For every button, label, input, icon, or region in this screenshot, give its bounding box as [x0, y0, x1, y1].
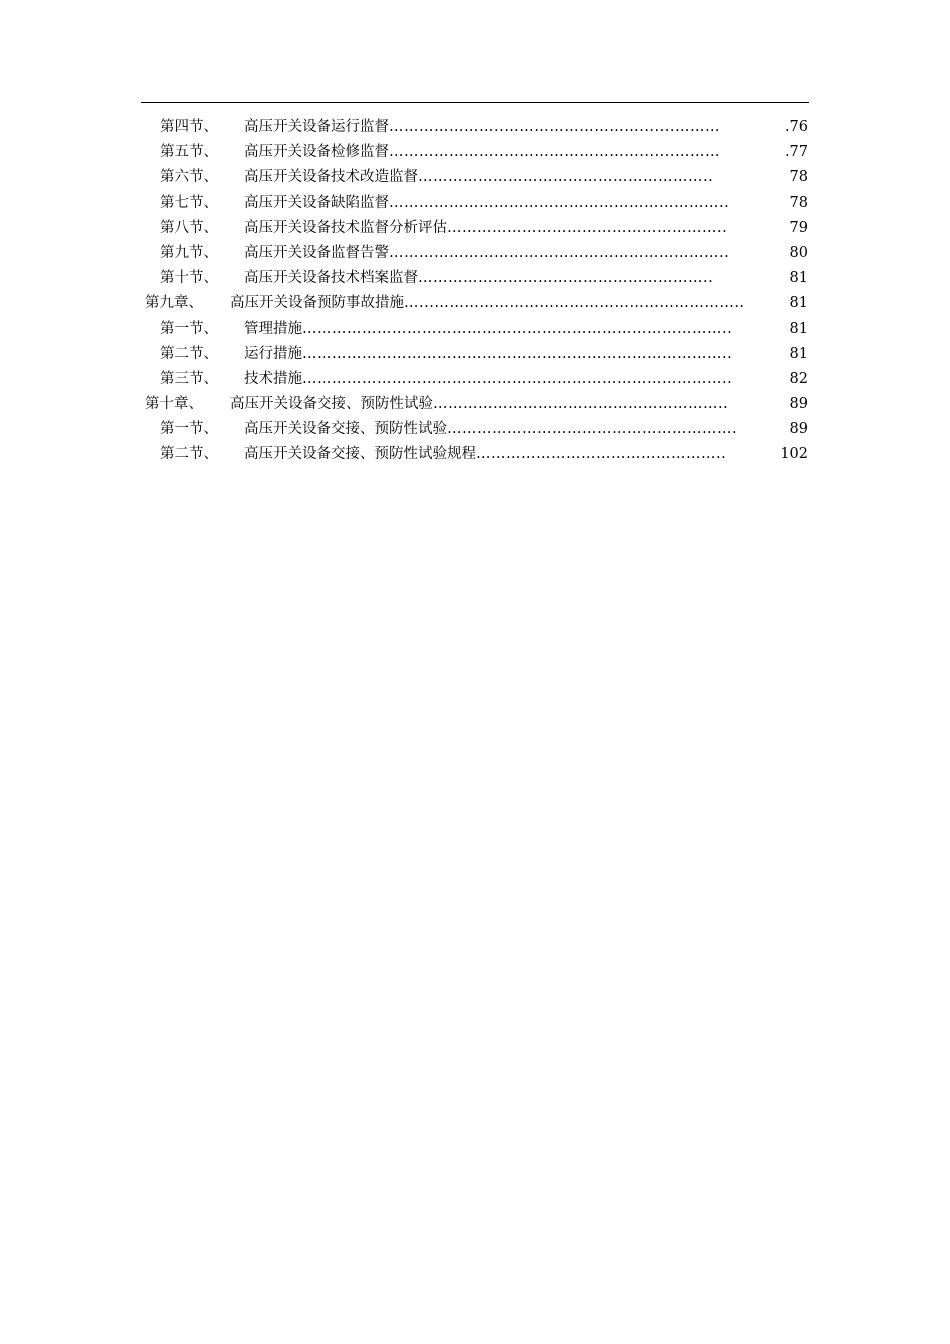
toc-entry[interactable] [0, 417, 950, 442]
toc-chapter-entry[interactable] [0, 392, 950, 417]
toc-page-number: 82 [789, 370, 808, 387]
toc-page-number: .76 [784, 119, 808, 135]
toc-entry[interactable] [0, 342, 950, 367]
toc-dot-leader: ……………………………………………….. [447, 219, 728, 236]
toc-page-number: 78 [789, 169, 808, 186]
toc-dot-leader: …...…………………………………………………….. [404, 295, 745, 312]
toc-dot-leader: …………………………………………………. [447, 421, 738, 438]
toc-dot-leader: ………………………………………………….. [433, 396, 729, 413]
toc-chapter-entry[interactable] [0, 291, 950, 316]
toc-entry-number: 第五节、 [160, 144, 218, 161]
toc-entry-number: 第四节、 [160, 119, 218, 135]
toc-entry-number: 第一节、 [160, 320, 218, 337]
toc-dot-leader: …………………..……………………….......……… [389, 119, 720, 135]
toc-dot-leader: ………………………………………………………………………….. [302, 320, 733, 337]
toc-page-number: 89 [789, 396, 808, 413]
toc-page-number: 81 [789, 295, 808, 312]
toc-entry[interactable] [0, 367, 950, 392]
toc-page-number: .77 [784, 144, 808, 161]
toc-entry-number: 第三节、 [160, 370, 218, 387]
toc-dot-leader: ………………………………………………….. [418, 270, 714, 287]
toc-entry-title: 管理措施 [244, 320, 302, 337]
toc-entry-number: 第二节、 [160, 446, 218, 463]
toc-page-number: 81 [789, 320, 808, 337]
toc-entry-title: 高压开关设备交接、预防性试验规程 [244, 446, 476, 463]
toc-entry-title: 高压开关设备缺陷监督 [244, 194, 389, 211]
toc-entry-number: 第六节、 [160, 169, 218, 186]
toc-entry-title: 运行措施 [244, 345, 302, 362]
toc-entry-title: 高压开关设备技术改造监督 [244, 169, 418, 186]
toc-dot-leader: ………………………………………………………………………….. [302, 370, 733, 387]
header-rule [141, 102, 809, 103]
toc-entry-number: 第一节、 [160, 421, 218, 438]
toc-page-number: 78 [789, 194, 808, 211]
toc-entry-number: 第十节、 [160, 270, 218, 287]
toc-dot-leader: ………………………………………………………………………….. [302, 345, 733, 362]
toc-entry-number: 第九章、 [145, 295, 203, 312]
toc-dot-leader: ………………………………………………………….. [389, 194, 730, 211]
table-of-contents [0, 115, 950, 468]
toc-dot-leader: ………………………………………….. [476, 446, 727, 463]
toc-page-number: 80 [789, 244, 808, 261]
toc-entry-number: 第七节、 [160, 194, 218, 211]
toc-entry[interactable] [0, 266, 950, 291]
toc-entry[interactable] [0, 140, 950, 165]
toc-entry-title: 高压开关设备技术档案监督 [244, 270, 418, 287]
toc-entry-title: 高压开关设备运行监督 [244, 119, 389, 135]
toc-page-number: 81 [789, 270, 808, 287]
toc-entry-number: 第八节、 [160, 219, 218, 236]
toc-entry[interactable] [0, 191, 950, 216]
toc-entry-title: 高压开关设备监督告警 [244, 244, 389, 261]
toc-entry-number: 第十章、 [145, 396, 203, 413]
toc-entry[interactable] [0, 216, 950, 241]
toc-entry-title: 高压开关设备交接、预防性试验 [230, 396, 433, 413]
toc-entry-title: 高压开关设备交接、预防性试验 [244, 421, 447, 438]
toc-dot-leader: …………………..……………………….......……… [389, 144, 720, 161]
toc-entry[interactable] [0, 115, 950, 140]
toc-entry-title: 高压开关设备技术监督分析评估 [244, 219, 447, 236]
toc-dot-leader: ………………………………………………………….. [389, 244, 730, 261]
toc-page-number: 89 [789, 421, 808, 438]
toc-entry[interactable] [0, 165, 950, 190]
toc-dot-leader: ………………………………………………….. [418, 169, 714, 186]
toc-page-number: 79 [789, 219, 808, 236]
toc-page-number: 102 [780, 446, 808, 463]
toc-entry[interactable] [0, 442, 950, 467]
toc-entry-title: 高压开关设备预防事故措施 [230, 295, 404, 312]
toc-entry-number: 第二节、 [160, 345, 218, 362]
toc-page-number: 81 [789, 345, 808, 362]
toc-entry-number: 第九节、 [160, 244, 218, 261]
toc-entry-title: 技术措施 [244, 370, 302, 387]
toc-entry-title: 高压开关设备检修监督 [244, 144, 389, 161]
toc-entry[interactable] [0, 317, 950, 342]
toc-entry[interactable] [0, 241, 950, 266]
